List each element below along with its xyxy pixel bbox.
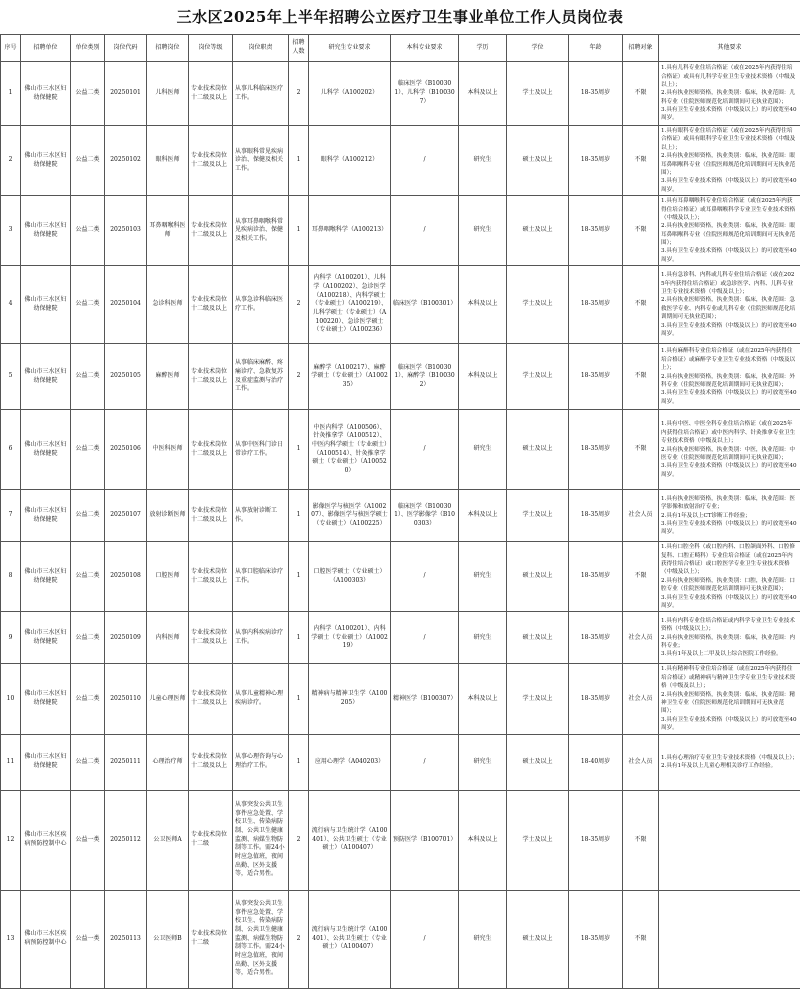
code-cell: 20250108 (105, 542, 147, 612)
ug-major-cell: / (391, 126, 459, 196)
other-req-cell: 1.具有急诊科、内科或儿科专业住培合格证（或在2025年内获得住培合格证）或急诊医学、内科、儿科专业卫生专业技术资格（中级及以上）； 2.具有执业医师资格，执业类别：临床，执业范围：急救医学专业、内科专业或儿科专业（住院医师规范化培训期间可无执业范围）； 3.具有卫生专业技术资格（中级及以上）的可放宽至40周岁。 (659, 266, 800, 344)
level-cell: 专业技术岗位十二级及以上 (189, 542, 233, 612)
duty-cell: 从事急诊科临床医疗工作。 (233, 266, 289, 344)
target-cell: 不限 (623, 410, 659, 490)
degree-cell: 学士及以上 (507, 266, 569, 344)
post-cell: 公卫医师B (147, 890, 189, 988)
header-cell: 招聘单位 (21, 35, 71, 62)
category-cell: 公益二类 (71, 196, 105, 266)
seq-cell: 1 (1, 62, 21, 126)
header-row (1, 35, 800, 62)
code-cell: 20250112 (105, 790, 147, 890)
grad-major-cell: 儿科学（A100202） (309, 62, 391, 126)
post-cell: 公卫医师A (147, 790, 189, 890)
unit-cell: 佛山市三水区妇幼保健院 (21, 344, 71, 410)
count-cell: 1 (289, 542, 309, 612)
post-cell: 儿童心理医师 (147, 664, 189, 734)
category-cell: 公益二类 (71, 62, 105, 126)
target-cell: 不限 (623, 266, 659, 344)
code-cell: 20250107 (105, 490, 147, 542)
duty-cell: 从事儿童精神心理疾病诊疗。 (233, 664, 289, 734)
code-cell: 20250110 (105, 664, 147, 734)
age-cell: 18-35周岁 (569, 196, 623, 266)
count-cell: 1 (289, 410, 309, 490)
duty-cell: 从事内科疾病诊疗工作。 (233, 612, 289, 664)
duty-cell: 从事放射诊断工作。 (233, 490, 289, 542)
age-cell: 18-35周岁 (569, 266, 623, 344)
grad-major-cell: 精神病与精神卫生学（A100205） (309, 664, 391, 734)
ug-major-cell: 预防医学（B100701） (391, 790, 459, 890)
header-cell: 研究生专业要求 (309, 35, 391, 62)
count-cell: 1 (289, 664, 309, 734)
education-cell: 研究生 (459, 734, 507, 790)
age-cell: 18-35周岁 (569, 126, 623, 196)
age-cell: 18-35周岁 (569, 542, 623, 612)
ug-major-cell: / (391, 890, 459, 988)
ug-major-cell: / (391, 734, 459, 790)
post-cell: 耳鼻咽喉科医师 (147, 196, 189, 266)
ug-major-cell: / (391, 410, 459, 490)
category-cell: 公益二类 (71, 126, 105, 196)
seq-cell: 7 (1, 490, 21, 542)
grad-major-cell: 影像医学与核医学（A100207）、影像医学与核医学硕士（专业硕士）（A100225） (309, 490, 391, 542)
header-cell: 招聘人数 (289, 35, 309, 62)
ug-major-cell: / (391, 612, 459, 664)
level-cell: 专业技术岗位十二级及以上 (189, 126, 233, 196)
target-cell: 不限 (623, 790, 659, 890)
header-cell: 学位 (507, 35, 569, 62)
age-cell: 18-40周岁 (569, 734, 623, 790)
table-row (1, 62, 800, 126)
post-cell: 急诊科医师 (147, 266, 189, 344)
duty-cell: 从事耳鼻咽喉科常见疾病诊治、保健及相关工作。 (233, 196, 289, 266)
level-cell: 专业技术岗位十二级及以上 (189, 196, 233, 266)
table-row (1, 410, 800, 490)
seq-cell: 9 (1, 612, 21, 664)
ug-major-cell: / (391, 542, 459, 612)
other-req-cell (659, 890, 800, 988)
unit-cell: 佛山市三水区妇幼保健院 (21, 266, 71, 344)
code-cell: 20250104 (105, 266, 147, 344)
count-cell: 2 (289, 344, 309, 410)
category-cell: 公益二类 (71, 612, 105, 664)
unit-cell: 佛山市三水区疾病预防控制中心 (21, 890, 71, 988)
target-cell: 不限 (623, 344, 659, 410)
code-cell: 20250102 (105, 126, 147, 196)
target-cell: 不限 (623, 890, 659, 988)
count-cell: 1 (289, 734, 309, 790)
level-cell: 专业技术岗位十二级及以上 (189, 410, 233, 490)
degree-cell: 硕士及以上 (507, 890, 569, 988)
seq-cell: 13 (1, 890, 21, 988)
code-cell: 20250101 (105, 62, 147, 126)
unit-cell: 佛山市三水区妇幼保健院 (21, 490, 71, 542)
category-cell: 公益二类 (71, 344, 105, 410)
other-req-cell (659, 790, 800, 890)
unit-cell: 佛山市三水区妇幼保健院 (21, 664, 71, 734)
header-cell: 本科专业要求 (391, 35, 459, 62)
category-cell: 公益一类 (71, 890, 105, 988)
code-cell: 20250105 (105, 344, 147, 410)
target-cell: 不限 (623, 62, 659, 126)
duty-cell: 从事心理咨询与心理治疗工作。 (233, 734, 289, 790)
degree-cell: 学士及以上 (507, 664, 569, 734)
unit-cell: 佛山市三水区妇幼保健院 (21, 542, 71, 612)
ug-major-cell: 临床医学（B100301）、医学影像学（B100303） (391, 490, 459, 542)
age-cell: 18-35周岁 (569, 664, 623, 734)
post-cell: 眼科医师 (147, 126, 189, 196)
degree-cell: 学士及以上 (507, 62, 569, 126)
duty-cell: 从事突发公共卫生事件应急处置、学校卫生、传染病防制、公共卫生健康监测、病媒生物防制等工作。需24小时应急值班，夜间出勤、区外支援等，适合男性。 (233, 790, 289, 890)
category-cell: 公益二类 (71, 542, 105, 612)
other-req-cell: 1.具有儿科专业住培合格证（或在2025年内获得住培合格证）或具有儿科学专业卫生专业技术资格（中级及以上）； 2.具有执业医师资格，执业类别：临床，执业范围：儿科专业（住院医师规范化培训期间可无执业范围）； 3.具有卫生专业技术资格（中级及以上）的可放宽至40周岁。 (659, 62, 800, 126)
grad-major-cell: 耳鼻咽喉科学（A100213） (309, 196, 391, 266)
education-cell: 本科及以上 (459, 490, 507, 542)
unit-cell: 佛山市三水区妇幼保健院 (21, 734, 71, 790)
category-cell: 公益一类 (71, 790, 105, 890)
other-req-cell: 1.具有执业医师资格，执业类别：临床，执业范围：医学影像和放射治疗专业； 2.具有1年及以上CT诊断工作经验； 3.具有卫生专业技术资格（中级及以上）的可放宽至40周岁。 (659, 490, 800, 542)
seq-cell: 4 (1, 266, 21, 344)
code-cell: 20250109 (105, 612, 147, 664)
education-cell: 本科及以上 (459, 266, 507, 344)
count-cell: 1 (289, 126, 309, 196)
duty-cell: 从事中医科门诊日常诊疗工作。 (233, 410, 289, 490)
target-cell: 不限 (623, 126, 659, 196)
level-cell: 专业技术岗位十二级 (189, 790, 233, 890)
other-req-cell: 1.具有中医、中医全科专业住培合格证（或在2025年内获得住培合格证）或中医内科学、针灸推拿专业卫生专业技术资格（中级及以上）； 2.具有执业医师资格，执业类别：中医，执业范围：中医专业（住院医师规范化培训期间可无执业范围）； 3.具有卫生专业技术资格（中级及以上）的可放宽至40周岁。 (659, 410, 800, 490)
grad-major-cell: 中医内科学（A100506）、针灸推拿学（A100512）、中医内科学硕士（专业硕士）（A100514）、针灸推拿学硕士（专业硕士）（A100520） (309, 410, 391, 490)
level-cell: 专业技术岗位十二级及以上 (189, 664, 233, 734)
ug-major-cell: 临床医学（B100301）、麻醉学（B100302） (391, 344, 459, 410)
header-cell: 招聘岗位 (147, 35, 189, 62)
target-cell: 社会人员 (623, 490, 659, 542)
age-cell: 18-35周岁 (569, 490, 623, 542)
post-cell: 内科医师 (147, 612, 189, 664)
education-cell: 本科及以上 (459, 344, 507, 410)
degree-cell: 硕士及以上 (507, 542, 569, 612)
table-row (1, 196, 800, 266)
education-cell: 研究生 (459, 890, 507, 988)
seq-cell: 11 (1, 734, 21, 790)
education-cell: 本科及以上 (459, 62, 507, 126)
age-cell: 18-35周岁 (569, 344, 623, 410)
post-cell: 儿科医师 (147, 62, 189, 126)
header-cell: 岗位职责 (233, 35, 289, 62)
unit-cell: 佛山市三水区疾病预防控制中心 (21, 790, 71, 890)
target-cell: 不限 (623, 196, 659, 266)
level-cell: 专业技术岗位十二级及以上 (189, 62, 233, 126)
level-cell: 专业技术岗位十二级及以上 (189, 490, 233, 542)
count-cell: 2 (289, 62, 309, 126)
degree-cell: 学士及以上 (507, 344, 569, 410)
other-req-cell: 1.具有心理治疗专业卫生专业技术资格（中级及以上）； 2.具有1年及以上儿童心理相关诊疗工作经验。 (659, 734, 800, 790)
level-cell: 专业技术岗位十二级及以上 (189, 266, 233, 344)
level-cell: 专业技术岗位十二级及以上 (189, 734, 233, 790)
target-cell: 社会人员 (623, 664, 659, 734)
degree-cell: 学士及以上 (507, 790, 569, 890)
education-cell: 研究生 (459, 410, 507, 490)
duty-cell: 从事儿科临床医疗工作。 (233, 62, 289, 126)
category-cell: 公益二类 (71, 266, 105, 344)
table-row (1, 126, 800, 196)
category-cell: 公益二类 (71, 410, 105, 490)
count-cell: 2 (289, 890, 309, 988)
other-req-cell: 1.具有耳鼻咽喉科专业住培合格证（或在2025年内获得住培合格证）或耳鼻咽喉科学专业卫生专业技术资格（中级及以上）； 2.具有执业医师资格，执业类别：临床，执业范围：眼耳鼻咽喉科专业（住院医师规范化培训期间可无执业范围）； 3.具有卫生专业技术资格（中级及以上）的可放宽至40周岁。 (659, 196, 800, 266)
education-cell: 本科及以上 (459, 664, 507, 734)
post-cell: 心理治疗师 (147, 734, 189, 790)
count-cell: 1 (289, 490, 309, 542)
header-cell: 学历 (459, 35, 507, 62)
education-cell: 研究生 (459, 196, 507, 266)
unit-cell: 佛山市三水区妇幼保健院 (21, 410, 71, 490)
other-req-cell: 1.具有眼科专业住培合格证（或在2025年内获得住培合格证）或具有眼科学专业卫生专业技术资格（中级及以上）； 2.具有执业医师资格，执业类别：临床，执业范围：眼耳鼻咽喉科专业（住院医师规范化培训期间可无执业范围）； 3.具有卫生专业技术资格（中级及以上）的可放宽至40周岁。 (659, 126, 800, 196)
header-cell: 招聘对象 (623, 35, 659, 62)
unit-cell: 佛山市三水区妇幼保健院 (21, 126, 71, 196)
other-req-cell: 1.具有口腔全科（或口腔内科、口腔颌面外科、口腔修复科、口腔正畸科）专业住培合格证（或在2025年内获得住培合格证）或口腔医学专业卫生专业技术资格（中级及以上）； 2.具有执业医师资格，执业类别：口腔，执业范围：口腔专业（住院医师规范化培训期间可无执业范围）； 3.具有卫生专业技术资格（中级及以上）的可放宽至40周岁。 (659, 542, 800, 612)
table-row (1, 490, 800, 542)
table-row (1, 266, 800, 344)
table-row (1, 612, 800, 664)
duty-cell: 从事眼科常见疾病诊治、保健及相关工作。 (233, 126, 289, 196)
post-cell: 口腔医师 (147, 542, 189, 612)
education-cell: 研究生 (459, 126, 507, 196)
target-cell: 社会人员 (623, 612, 659, 664)
education-cell: 研究生 (459, 612, 507, 664)
header-cell: 年龄 (569, 35, 623, 62)
grad-major-cell: 眼科学（A100212） (309, 126, 391, 196)
table-row (1, 542, 800, 612)
seq-cell: 10 (1, 664, 21, 734)
education-cell: 研究生 (459, 542, 507, 612)
job-table (0, 34, 800, 989)
degree-cell: 硕士及以上 (507, 734, 569, 790)
duty-cell: 从事临床麻醉、疼痛诊疗、急救复苏及重症监测与治疗工作。 (233, 344, 289, 410)
count-cell: 1 (289, 196, 309, 266)
degree-cell: 硕士及以上 (507, 126, 569, 196)
education-cell: 本科及以上 (459, 790, 507, 890)
age-cell: 18-35周岁 (569, 790, 623, 890)
seq-cell: 3 (1, 196, 21, 266)
header-cell: 单位类别 (71, 35, 105, 62)
header-cell: 序号 (1, 35, 21, 62)
code-cell: 20250111 (105, 734, 147, 790)
category-cell: 公益二类 (71, 664, 105, 734)
degree-cell: 硕士及以上 (507, 196, 569, 266)
seq-cell: 12 (1, 790, 21, 890)
other-req-cell: 1.具有精神科专业住培合格证（或在2025年内获得住培合格证）或精神病与精神卫生学专业卫生专业技术资格（中级及以上）； 2.具有执业医师资格，执业类别：临床，执业范围：精神卫生专业（住院医师规范化培训期间可无执业范围）； 3.具有卫生专业技术资格（中级及以上）的可放宽至40周岁。 (659, 664, 800, 734)
table-row (1, 664, 800, 734)
category-cell: 公益二类 (71, 734, 105, 790)
code-cell: 20250106 (105, 410, 147, 490)
unit-cell: 佛山市三水区妇幼保健院 (21, 62, 71, 126)
age-cell: 18-35周岁 (569, 62, 623, 126)
level-cell: 专业技术岗位十二级及以上 (189, 612, 233, 664)
target-cell: 不限 (623, 542, 659, 612)
post-cell: 放射诊断医师 (147, 490, 189, 542)
ug-major-cell: 临床医学（B100301） (391, 266, 459, 344)
ug-major-cell: / (391, 196, 459, 266)
count-cell: 1 (289, 612, 309, 664)
grad-major-cell: 内科学（A100201）、儿科学（A100202）、急诊医学（A100218）、内科学硕士（专业硕士）（A100219）、儿科学硕士（专业硕士）（A100220）、急诊医学硕士（专业硕士）（A100236） (309, 266, 391, 344)
header-cell: 其他要求 (659, 35, 800, 62)
grad-major-cell: 麻醉学（A100217）、麻醉学硕士（专业硕士）（A100235） (309, 344, 391, 410)
other-req-cell: 1.具有内科专业住培合格证或内科学专业卫生专业技术资格（中级及以上）； 2.具有执业医师资格，执业类别：临床，执业范围：内科专业； 3.具有1年及以上二甲及以上综合医院工作经验。 (659, 612, 800, 664)
age-cell: 18-35周岁 (569, 612, 623, 664)
count-cell: 2 (289, 790, 309, 890)
duty-cell: 从事口腔临床诊疗工作。 (233, 542, 289, 612)
ug-major-cell: 临床医学（B100301）、儿科学（B100307） (391, 62, 459, 126)
ug-major-cell: 精神医学（B100307） (391, 664, 459, 734)
page-title: 三水区2025年上半年招聘公立医疗卫生事业单位工作人员岗位表 (0, 0, 800, 34)
count-cell: 2 (289, 266, 309, 344)
seq-cell: 8 (1, 542, 21, 612)
degree-cell: 硕士及以上 (507, 612, 569, 664)
grad-major-cell: 流行病与卫生统计学（A100401）、公共卫生硕士（专业硕士）（A100407） (309, 790, 391, 890)
post-cell: 中医科医师 (147, 410, 189, 490)
degree-cell: 学士及以上 (507, 490, 569, 542)
other-req-cell: 1.具有麻醉科专业住培合格证（或在2025年内获得住培合格证）或麻醉学专业卫生专业技术资格（中级及以上）； 2.具有执业医师资格，执业类别：临床，执业范围：外科专业（住院医师规范化培训期间可无执业范围）； 3.具有卫生专业技术资格（中级及以上）的可放宽至40周岁。 (659, 344, 800, 410)
table-row (1, 890, 800, 988)
table-row (1, 734, 800, 790)
age-cell: 18-35周岁 (569, 890, 623, 988)
unit-cell: 佛山市三水区妇幼保健院 (21, 612, 71, 664)
seq-cell: 2 (1, 126, 21, 196)
grad-major-cell: 内科学（A100201）、内科学硕士（专业硕士）（A100219） (309, 612, 391, 664)
code-cell: 20250113 (105, 890, 147, 988)
degree-cell: 硕士及以上 (507, 410, 569, 490)
table-row (1, 344, 800, 410)
level-cell: 专业技术岗位十二级及以上 (189, 344, 233, 410)
grad-major-cell: 口腔医学硕士（专业硕士）（A100303） (309, 542, 391, 612)
seq-cell: 5 (1, 344, 21, 410)
seq-cell: 6 (1, 410, 21, 490)
category-cell: 公益二类 (71, 490, 105, 542)
level-cell: 专业技术岗位十二级 (189, 890, 233, 988)
post-cell: 麻醉医师 (147, 344, 189, 410)
target-cell: 社会人员 (623, 734, 659, 790)
age-cell: 18-35周岁 (569, 410, 623, 490)
code-cell: 20250103 (105, 196, 147, 266)
grad-major-cell: 流行病与卫生统计学（A100401）、公共卫生硕士（专业硕士）（A100407） (309, 890, 391, 988)
duty-cell: 从事突发公共卫生事件应急处置、学校卫生、传染病防制、公共卫生健康监测、病媒生物防制等工作。需24小时应急值班，夜间出勤、区外支援等，适合男性。 (233, 890, 289, 988)
grad-major-cell: 应用心理学（A040203） (309, 734, 391, 790)
header-cell: 岗位代码 (105, 35, 147, 62)
unit-cell: 佛山市三水区妇幼保健院 (21, 196, 71, 266)
header-cell: 岗位等级 (189, 35, 233, 62)
table-row (1, 790, 800, 890)
